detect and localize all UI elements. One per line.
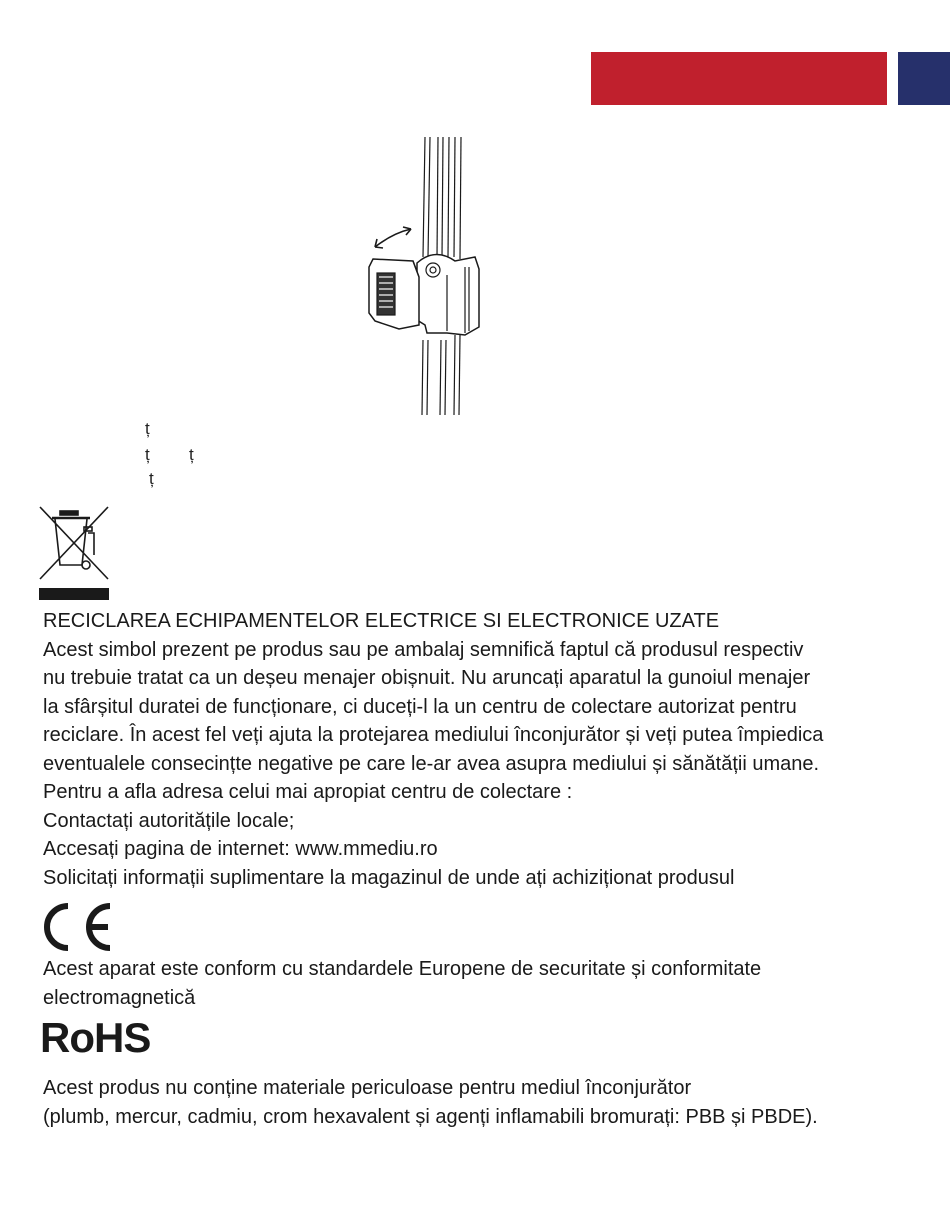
rohs-line: Acest produs nu conține materiale periculoase pentru mediul înconjurător	[43, 1077, 692, 1099]
recycling-line: Pentru a afla adresa celui mai apropiat centru de colectare :	[43, 781, 573, 803]
recycling-line: Contactați autoritățile locale;	[43, 809, 295, 832]
stray-glyph: ț	[145, 419, 150, 438]
stray-glyph: ț	[145, 445, 150, 464]
recycling-line: eventualele consecințte negative pe care le-ar avea asupra mediului și sănătății umane.	[43, 752, 820, 775]
recycling-title: RECICLAREA ECHIPAMENTELOR ELECTRICE SI ELECTRONICE UZATE	[43, 610, 720, 632]
ce-mark-logo	[40, 902, 114, 952]
weee-crossed-bin-icon	[38, 505, 110, 601]
header-accent-bar-red	[591, 52, 887, 105]
rohs-section	[43, 1074, 818, 1131]
recycling-line: Accesați pagina de internet: www.mmediu.ro	[43, 838, 438, 860]
rohs-logo: RoHS	[40, 1014, 151, 1061]
header-accent-bar-blue	[898, 52, 950, 105]
recycling-line: reciclare. În acest fel veți ajuta la protejarea mediului înconjurător și veți putea împiedica	[43, 724, 824, 746]
recycling-line: Solicitați informații suplimentare la magazinul de unde ați achiziționat produsul	[43, 866, 735, 889]
ce-section	[43, 955, 761, 1012]
recycling-line: Acest simbol prezent pe produs sau pe ambalaj semnifică faptul că produsul respectiv	[43, 638, 804, 661]
recycling-line: nu trebuie tratat ca un deșeu menajer obișnuit. Nu aruncați aparatul la gunoiul menajer	[43, 667, 811, 689]
recycling-line: la sfârșitul duratei de funcționare, ci duceți-l la un centru de colectare autorizat pentru	[43, 695, 797, 718]
ce-line: Acest aparat este conform cu standardele Europene de securitate și conformitate	[43, 958, 762, 980]
stray-glyph: ț	[149, 469, 154, 488]
ce-line: electromagnetică	[43, 986, 196, 1009]
recycling-section	[43, 607, 823, 892]
pole-clip-illustration	[355, 135, 495, 417]
rohs-line: (plumb, mercur, cadmiu, crom hexavalent și agenți inflamabili bromurați: PBB și PBDE).	[43, 1105, 818, 1128]
stray-glyph: ț	[189, 445, 194, 464]
